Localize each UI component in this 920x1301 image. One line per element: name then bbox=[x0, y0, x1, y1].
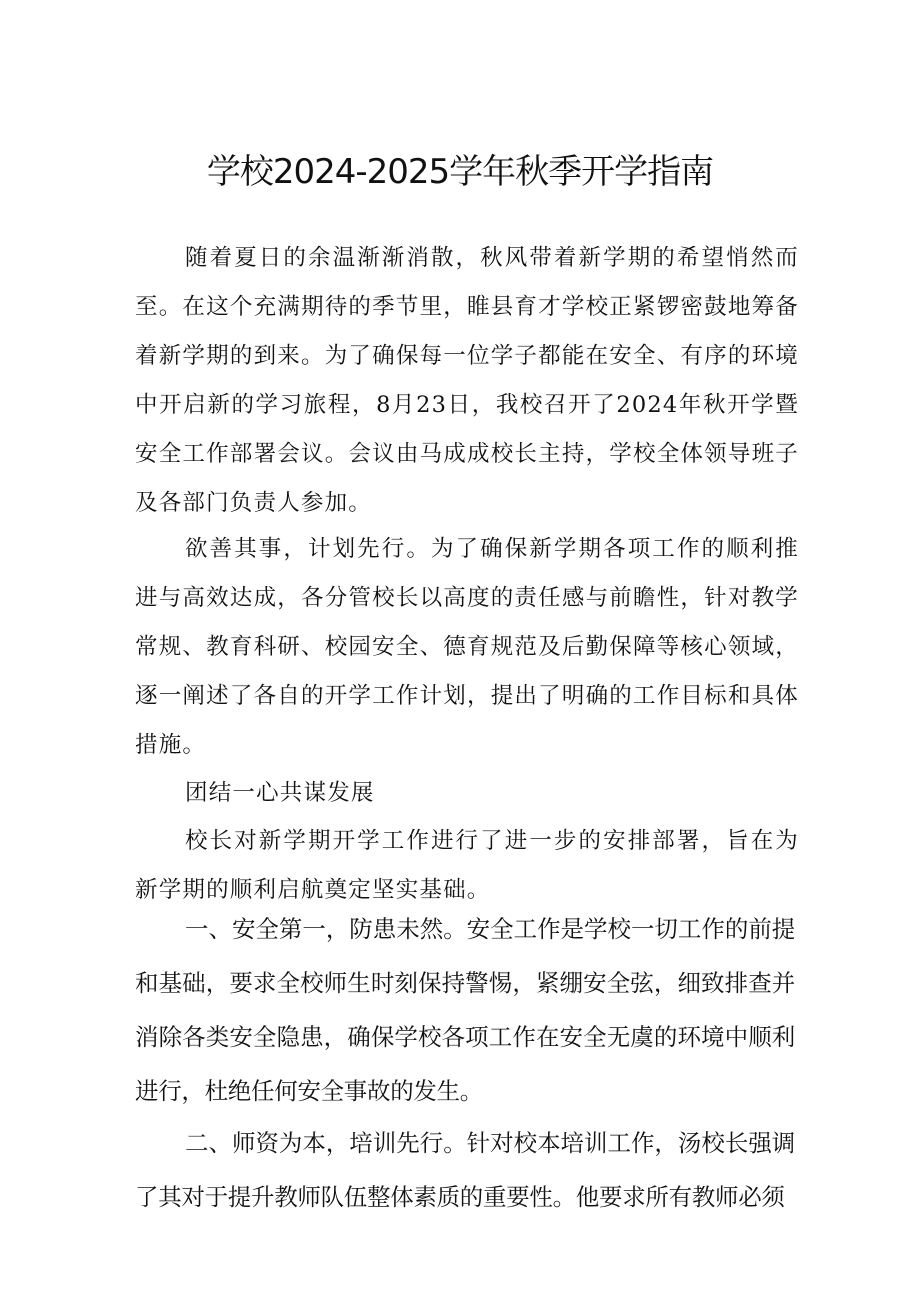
document-title: 学校2024-2025学年秋季开学指南 bbox=[206, 152, 714, 192]
paragraph-planning: 欲善其事，计划先行。为了确保新学期各项工作的顺利推进与高效达成，各分管校长以高度的责任感与前瞻性，针对教学常规、教育科研、校园安全、德育规范及后勤保障等核心领域，逐一阐述了各自的开学工作计划，提出了明确的工作目标和具体措施。 bbox=[135, 536, 799, 758]
paragraph-principal-arrangement: 校长对新学期开学工作进行了进一步的安排部署，旨在为新学期的顺利启航奠定坚实基础。 bbox=[135, 828, 799, 903]
section-heading: 团结一心共谋发展 bbox=[185, 780, 375, 806]
paragraph-intro: 随着夏日的余温渐渐消散，秋风带着新学期的希望悄然而至。在这个充满期待的季节里，睢县育才学校正紧锣密鼓地筹备着新学期的到来。为了确保每一位学子都能在安全、有序的环境中开启新的学习旅程，8月23日，我校召开了2024年秋开学暨安全工作部署会议。会议由马成成校长主持，学校全体领导班子及各部门负责人参加。 bbox=[135, 245, 799, 516]
paragraph-safety-first: 一、安全第一，防患未然。安全工作是学校一切工作的前提和基础，要求全校师生时刻保持警惕，紧绷安全弦，细致排查并消除各类安全隐患，确保学校各项工作在安全无虞的环境中顺利进行，杜绝任何安全事故的发生。 bbox=[135, 915, 795, 1105]
paragraph-teacher-training: 二、师资为本，培训先行。针对校本培训工作，汤校长强调了其对于提升教师队伍整体素质的重要性。他要求所有教师必须 bbox=[135, 1129, 795, 1211]
